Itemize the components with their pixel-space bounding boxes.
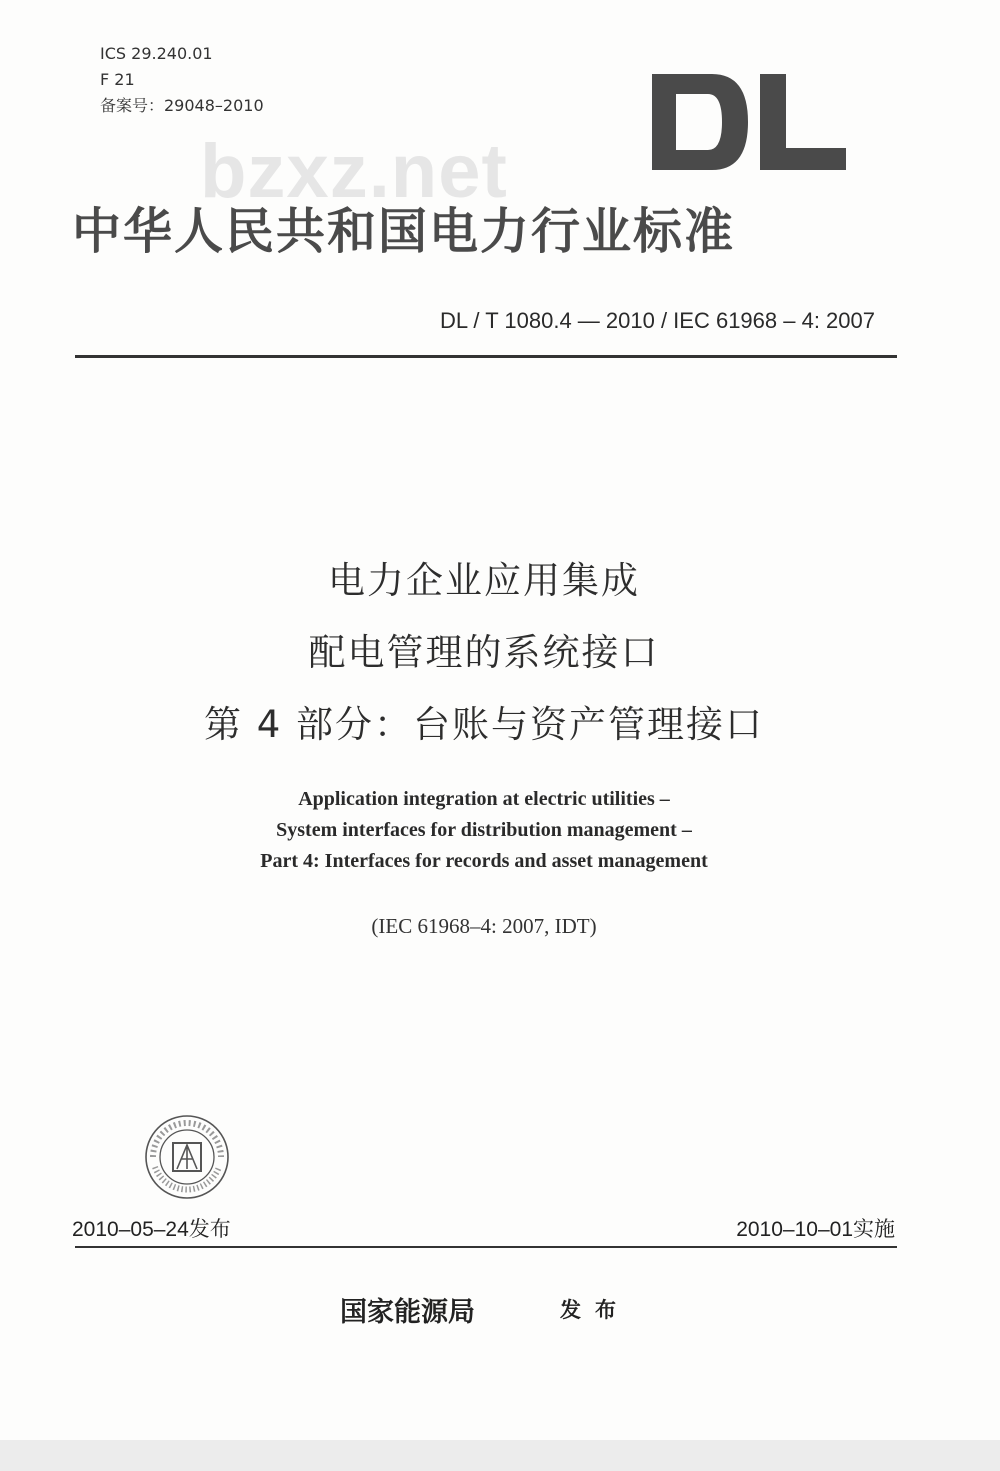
issue-word: 发布 bbox=[560, 1298, 630, 1322]
standard-category: 中华人民共和国电力行业标准 bbox=[72, 203, 736, 260]
top-divider bbox=[75, 355, 897, 358]
bottom-divider bbox=[75, 1246, 897, 1248]
implementation-date: 2010–10–01实施 bbox=[736, 1218, 895, 1241]
dl-logo-icon bbox=[650, 72, 850, 172]
standard-number: DL / T 1080.4 — 2010 / IEC 61968 – 4: 2007 bbox=[439, 308, 875, 333]
page-bottom-strip bbox=[0, 1440, 1000, 1471]
title-en-line-3: Part 4: Interfaces for records and asset management bbox=[260, 850, 708, 872]
issuing-authority: 国家能源局 bbox=[340, 1297, 475, 1328]
watermark-text: bzxz.net bbox=[200, 129, 508, 214]
filing-number: 备案号：29048–2010 bbox=[100, 96, 264, 115]
title-cn-line-2: 配电管理的系统接口 bbox=[308, 631, 660, 674]
title-cn-line-1: 电力企业应用集成 bbox=[328, 559, 640, 602]
ics-code: ICS 29.240.01 bbox=[100, 44, 213, 63]
adoption-note: (IEC 61968–4: 2007, IDT) bbox=[371, 914, 597, 938]
title-cn-line-3: 第 4 部分：台账与资产管理接口 bbox=[203, 703, 765, 746]
title-en-line-2: System interfaces for distribution management – bbox=[276, 819, 692, 841]
china-electric-power-press-seal-icon bbox=[143, 1113, 231, 1201]
release-date: 2010–05–24发布 bbox=[72, 1218, 231, 1241]
title-en-line-1: Application integration at electric utilities – bbox=[298, 788, 670, 810]
ccs-code: F 21 bbox=[100, 70, 135, 89]
